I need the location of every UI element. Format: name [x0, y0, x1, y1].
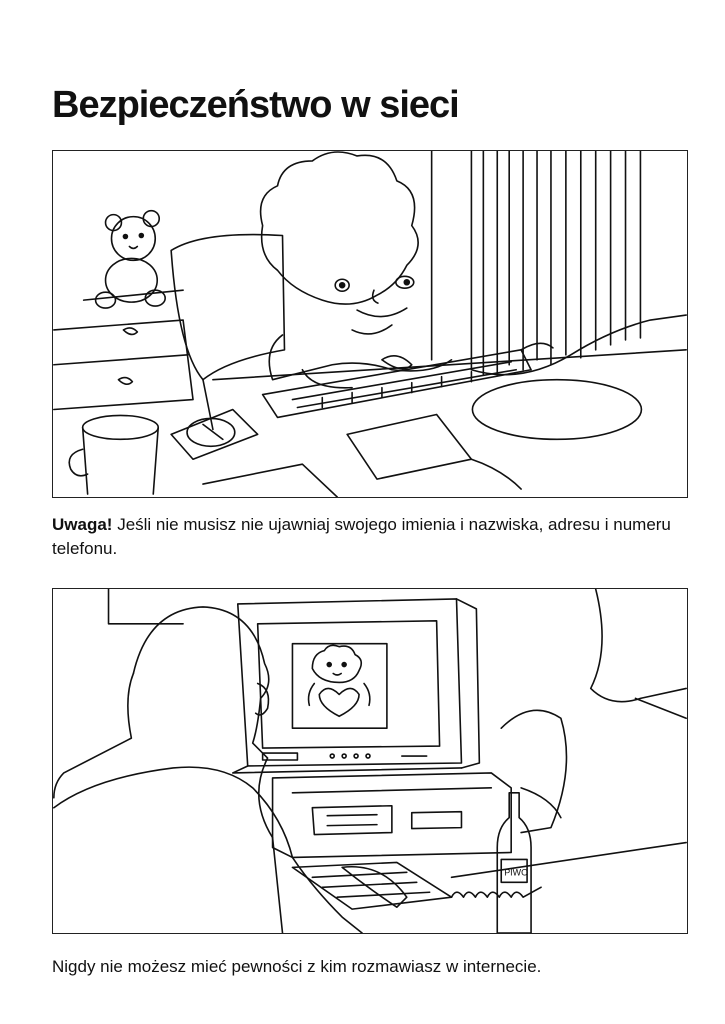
shelf: [54, 320, 193, 409]
child-figure: [261, 152, 452, 388]
disc: [472, 380, 641, 440]
paper: [347, 414, 471, 479]
cord: [452, 887, 541, 897]
cable: [471, 459, 521, 489]
desk-edge: [213, 350, 686, 380]
page-title: Bezpieczeństwo w sieci: [52, 84, 459, 126]
desk-edge: [452, 843, 687, 878]
caption-warning-bold: Uwaga!: [52, 515, 113, 534]
curtain-edge: [635, 698, 686, 718]
caption-warning-text: Jeśli nie musisz nie ujawniaj swojego imienia i nazwiska, adresu i numeru telefonu.: [52, 515, 671, 558]
screen-image: [292, 644, 386, 729]
beer-bottle: [497, 793, 531, 933]
curtain: [432, 151, 687, 375]
notebook: [203, 464, 337, 497]
wall-line: [109, 589, 184, 624]
caption-warning: [52, 513, 682, 561]
teddy-bear-icon: [84, 211, 183, 308]
bottle-label: PIWO: [504, 867, 529, 878]
computer-case: [273, 773, 512, 858]
mouse: [171, 410, 258, 460]
mug: [69, 415, 158, 494]
illustration-man-at-computer: [52, 588, 688, 934]
wall-line-right: [591, 589, 686, 702]
caption-internet-warning: Nigdy nie możesz mieć pewności z kim rozmawiasz w internecie.: [52, 957, 542, 976]
monitor: [233, 599, 480, 773]
illustration-child-at-computer: [52, 150, 688, 498]
keyboard: [292, 862, 451, 909]
